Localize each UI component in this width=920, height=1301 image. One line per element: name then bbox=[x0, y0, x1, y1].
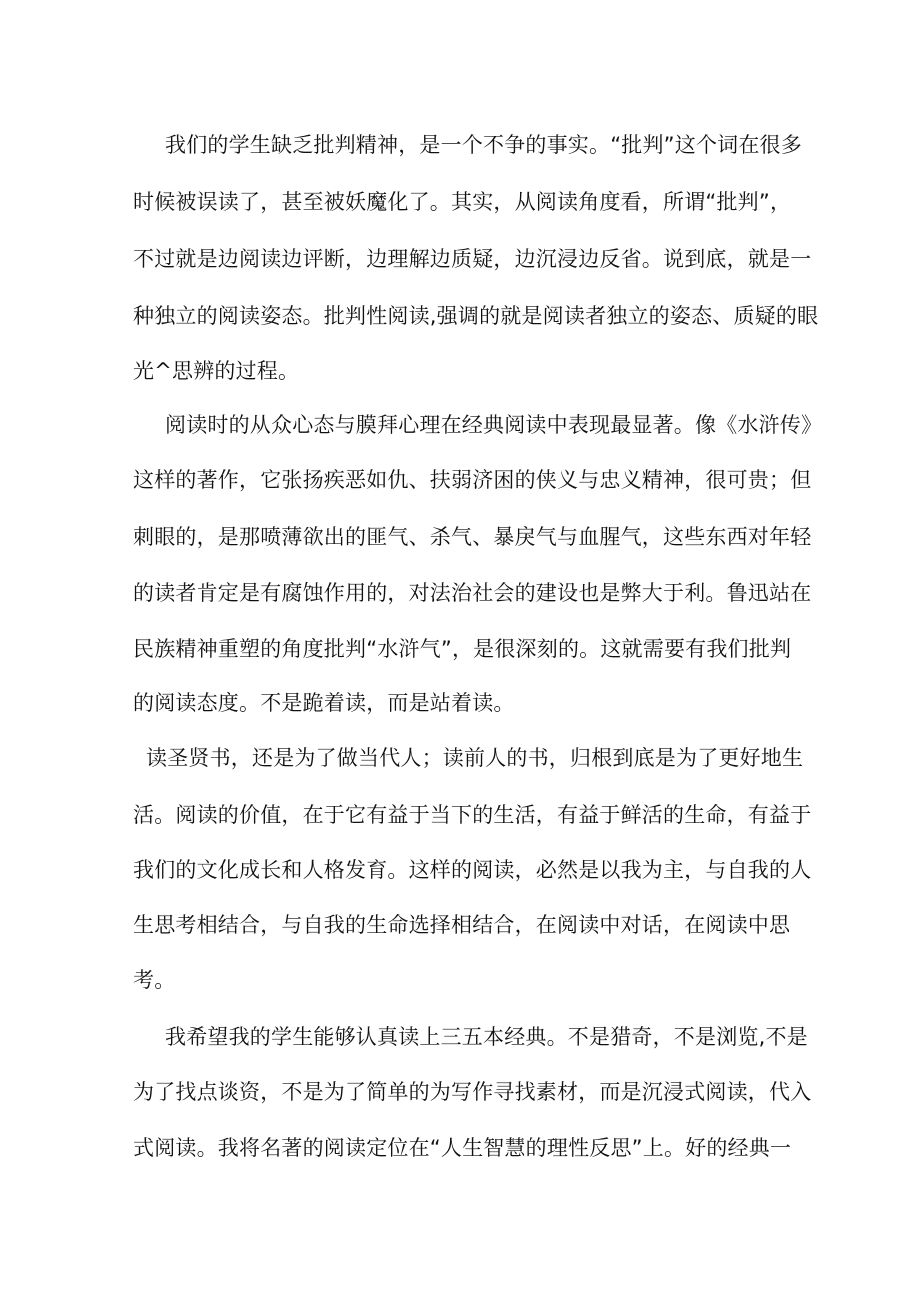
text-line: 时候被误读了，甚至被妖魔化了。其实，从阅读角度看，所谓“批判”， bbox=[133, 190, 792, 214]
text-line: 我们的文化成长和人格发育。这样的阅读，必然是以我为主，与自我的人 bbox=[133, 858, 812, 882]
text-line: 种独立的阅读姿态。批判性阅读,强调的就是阅读者独立的姿态、质疑的眼 bbox=[133, 304, 819, 328]
text-line: 不过就是边阅读边评断，边理解边质疑，边沉浸边反省。说到底，就是一 bbox=[133, 247, 812, 271]
text-line: 为了找点谈资，不是为了简单的为写作寻找素材，而是沉浸式阅读，代入 bbox=[133, 1080, 812, 1104]
text-line: 活。阅读的价值，在于它有益于当下的生活，有益于鲜活的生命，有益于 bbox=[133, 803, 812, 827]
text-line: 生思考相结合，与自我的生命选择相结合，在阅读中对话，在阅读中思 bbox=[133, 913, 791, 937]
text-line: 我希望我的学生能够认真读上三五本经典。不是猎奇，不是浏览,不是 bbox=[165, 1025, 808, 1049]
text-line: 我们的学生缺乏批判精神，是一个不争的事实。“批判”这个词在很多 bbox=[165, 133, 802, 157]
text-line: 阅读时的从众心态与膜拜心理在经典阅读中表现最显著。像《水浒传》 bbox=[165, 413, 823, 437]
text-line: 读圣贤书，还是为了做当代人；读前人的书，归根到底是为了更好地生 bbox=[146, 746, 804, 770]
text-line: 的阅读态度。不是跪着读，而是站着读。 bbox=[133, 691, 515, 715]
text-line: 式阅读。我将名著的阅读定位在“人生智慧的理性反思”上。好的经典一 bbox=[133, 1136, 792, 1160]
text-line: 考。 bbox=[133, 968, 176, 992]
text-line: 刺眼的，是那喷薄欲出的匪气、杀气、暴戾气与血腥气，这些东西对年轻 bbox=[133, 525, 812, 549]
text-line: 民族精神重塑的角度批判“水浒气”，是很深刻的。这就需要有我们批判 bbox=[133, 637, 792, 661]
text-line: 这样的著作，它张扬疾恶如仇、扶弱济困的侠义与忠义精神，很可贵；但 bbox=[133, 468, 812, 492]
text-line: 光^思辨的过程。 bbox=[133, 359, 300, 383]
text-line: 的读者肯定是有腐蚀作用的，对法治社会的建设也是弊大于利。鲁迅站在 bbox=[133, 581, 812, 605]
